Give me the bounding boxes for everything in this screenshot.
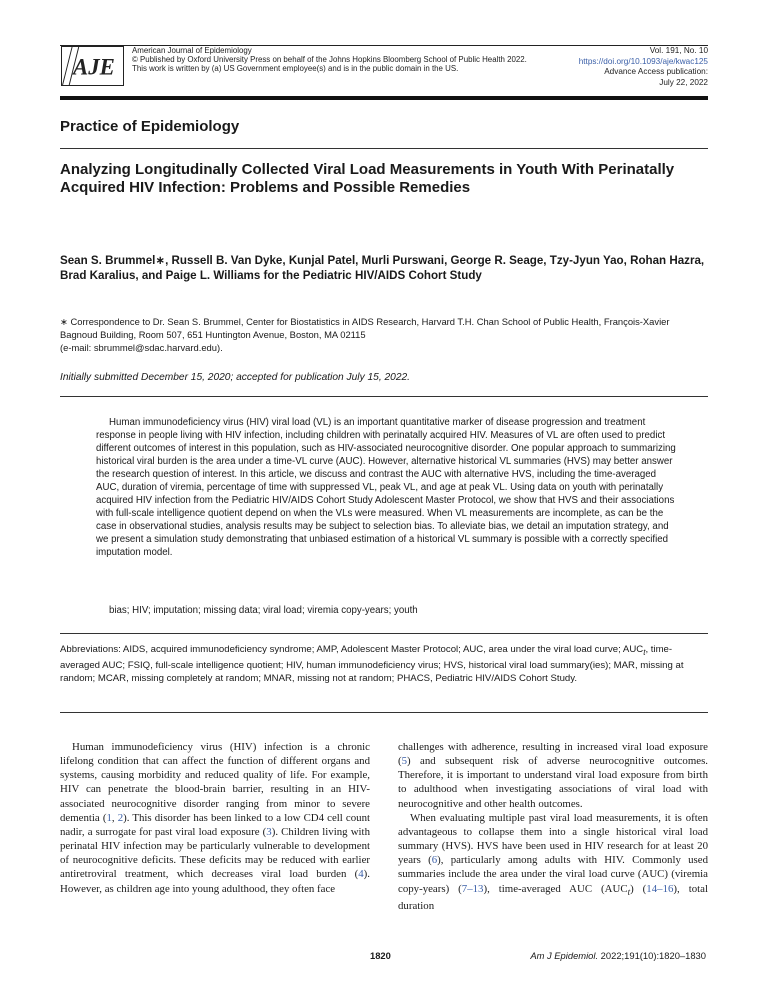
header-thick-rule (60, 96, 708, 100)
publisher-line: © Published by Oxford University Press on behalf of the Johns Hopkins Bloomberg School of Public Health 2022. (132, 55, 527, 65)
article-title: Analyzing Longitudinally Collected Viral Load Measurements in Youth With Perinatally Acquired HIV Infection: Problems and Possible Remedies (60, 161, 675, 196)
body-text: ). However, as children age into young adulthood, they often face (60, 868, 370, 895)
reference-link[interactable]: 6 (431, 854, 438, 867)
header-journal-info (132, 46, 527, 74)
journal-abbrev: Am J Epidemiol. (530, 950, 599, 961)
auc-subscript: t (627, 886, 631, 897)
reference-link[interactable]: 3 (266, 825, 272, 838)
doi-link[interactable]: https://doi.org/10.1093/aje/kwac125 (578, 56, 708, 66)
corresponding-asterisk: ∗ (155, 254, 166, 267)
reference-link[interactable]: 4 (358, 868, 364, 881)
body-text: Human immunodeficiency virus (HIV) infection is a chronic lifelong condition that can affect the function of different organs and systems, causing morbidity and reduced quality of life. For example, HIV can penetrate the blood-brain barrier, resulting in an HIV-associated neurocognitive disorder ranging from minor to severe dementia ( (60, 741, 370, 824)
abstract-top-rule (60, 396, 708, 397)
body-text: ). This disorder has been linked to a low CD4 cell count nadir, a surrogate for past viral load exposure ( (60, 811, 371, 838)
body-column-right (398, 740, 708, 913)
logo-text: AJE (73, 54, 115, 80)
body-text: ) and subsequent risk of adverse neurocognitive outcomes. Therefore, it is important to understand viral load exposure from birth to adulthood when investigating associations of viral load with neurocognitive and other health outcomes. (398, 755, 708, 810)
submission-dates: Initially submitted December 15, 2020; accepted for publication July 15, 2022. (60, 372, 410, 383)
footer-citation (530, 950, 706, 961)
keywords: bias; HIV; imputation; missing data; viral load; viremia copy-years; youth (109, 605, 418, 616)
other-authors: , Russell B. Van Dyke, Kunjal Patel, Murli Purswani, George R. Seage, Tzy-Jyun Yao, Rohan Hazra, Brad Karalius, and Paige L. Williams for the Pediatric HIV/AIDS Cohort Study (60, 254, 705, 282)
journal-logo (61, 46, 124, 86)
body-paragraph (398, 740, 708, 811)
reference-link[interactable]: 14–16 (646, 882, 674, 895)
reference-link[interactable]: 5 (401, 755, 408, 768)
correspondence-email: (e-mail: sbrummel@sdac.harvard.edu). (60, 342, 223, 353)
body-text: ). Children living with perinatal HIV infection may be particularly vulnerable to development of neurocognitive deficits. These deficits may be reduced with earlier antiretroviral treatment, which decreases viral load burden ( (60, 825, 370, 881)
abbreviations-subscript: t (643, 647, 646, 657)
body-text: ) ( (630, 882, 647, 895)
advance-access-label: Advance Access publication: (604, 67, 708, 76)
abbreviations-rule (60, 712, 708, 713)
body-text: ), particularly among adults with HIV. Commonly used summaries include the area under the viral load curve (AUC) (viremia copy-years) ( (398, 854, 708, 895)
correspondence-marker: ∗ (60, 316, 68, 327)
advance-access-date: July 22, 2022 (659, 77, 708, 87)
volume-issue: Vol. 191, No. 10 (649, 46, 708, 55)
correspondence-note (60, 315, 680, 354)
abbreviations-part1: Abbreviations: AIDS, acquired immunodeficiency syndrome; AMP, Adolescent Master Protocol; AUC, area under the viral load curve; AUC (60, 644, 644, 655)
abstract-bottom-rule (60, 633, 708, 634)
journal-name: American Journal of Epidemiology (132, 46, 252, 55)
body-paragraph (60, 740, 370, 896)
page-number: 1820 (370, 950, 391, 961)
abbreviations-part2: , time-averaged AUC; FSIQ, full-scale intelligence quotient; HIV, human immunodeficiency virus; HVS, historical viral load summary(ies); MAR, missing at random; MCAR, missing completely at random; MNAR, missing not at random; PHACS, Pediatric HIV/AIDS Cohort Study. (60, 644, 684, 684)
citation-details: 2022;191(10):1820–1830 (598, 950, 706, 961)
reference-link[interactable]: 2 (117, 811, 124, 824)
body-text: ), time-averaged AUC (AUC (483, 882, 628, 895)
body-text: , (111, 811, 118, 824)
section-title: Practice of Epidemiology (60, 118, 240, 135)
abbreviations (60, 643, 708, 685)
copyright-line: This work is written by (a) US Government employee(s) and is in the public domain in the US. (132, 64, 459, 74)
reference-link[interactable]: 1 (106, 811, 112, 824)
body-text: challenges with adherence, resulting in increased viral load exposure ( (398, 741, 708, 768)
section-rule (60, 148, 708, 149)
body-column-left (60, 740, 370, 896)
abstract: Human immunodeficiency virus (HIV) viral load (VL) is an important quantitative marker of disease progression and treatment response in people living with HIV infection, including children with perinatally acquired HIV. Measures of VL are often used to predict different outcomes of interest in this population, such as HIV-associated neurocognitive disorder. One popular approach to summarizing historical viral burden is the area under a time-VL curve (AUC). However, alternative historical VL summaries (HVS) may better answer the research question of interest. In this article, we discuss and contrast the AUC with alternative HVS, including the time-averaged AUC, duration of viremia, percentage of time with suppressed VL, peak VL, and age at peak VL. Using data on youth with perinatally acquired HIV infection from the Pediatric HIV/AIDS Cohort Study Adolescent Master Protocol, we show that HVS and their associations with full-scale intelligence quotient depend on when the VLs were measured. When VL measurements are incomplete, as can be the case in observational studies, analysis results may be subject to selection bias. To alleviate bias, we detail an imputation strategy, and we present a simulation study demonstrating that unbiased estimation of a historical VL summary is possible with a correctly specified imputation model. (96, 417, 676, 559)
body-text: ), total duration (398, 882, 708, 912)
body-text: When evaluating multiple past viral load measurements, it is often advantageous to collapse them into a single historical viral load summary (HVS). HVS have been used in HIV research for at least 20 years ( (398, 811, 708, 867)
first-author: Sean S. Brummel (60, 254, 156, 267)
aje-logo-icon (62, 47, 123, 85)
author-list (60, 253, 710, 283)
correspondence-text: Correspondence to Dr. Sean S. Brummel, Center for Biostatistics in AIDS Research, Harvard T.H. Chan School of Public Health, François-Xavier Bagnoud Building, Room 507, 651 Huntington Avenue, Boston, MA 02115 (60, 316, 670, 340)
header-issue-info (579, 46, 708, 88)
reference-link[interactable]: 7–13 (461, 882, 484, 895)
body-paragraph (398, 811, 708, 913)
